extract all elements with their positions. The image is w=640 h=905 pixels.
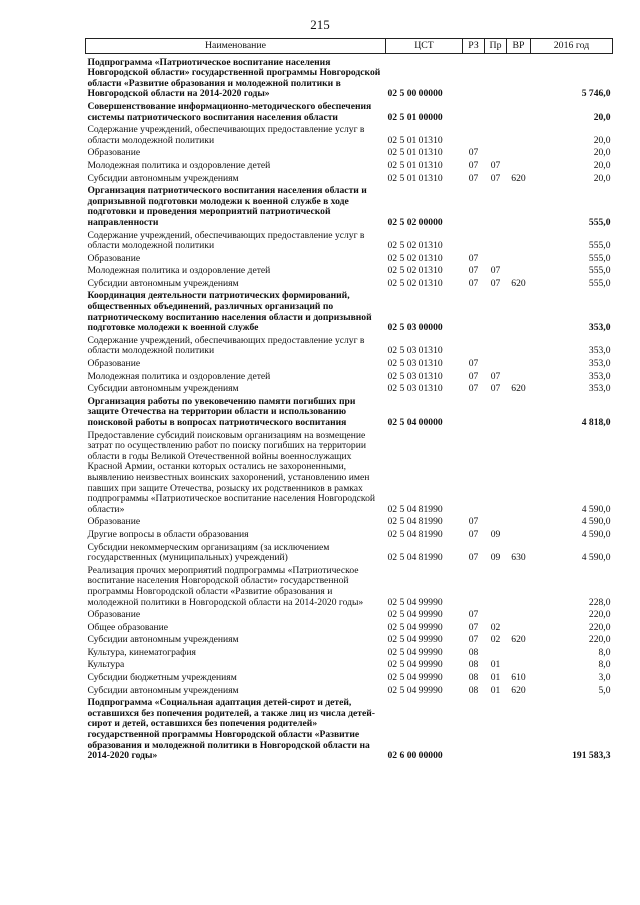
table-row: [86, 185, 613, 229]
rz-cell: [463, 230, 485, 253]
name-cell: Другие вопросы в области образования: [87, 528, 249, 540]
column-header-vr: ВР: [507, 39, 531, 54]
amount-cell: 555,0: [588, 252, 611, 264]
table-header-row: [86, 39, 613, 54]
pr-cell: [485, 147, 507, 160]
table-row: [86, 358, 613, 371]
rz-cell: 07: [468, 358, 479, 370]
cst-cell: 02 5 00 00000: [387, 88, 443, 100]
table-row: [86, 278, 613, 291]
table-row: [86, 396, 613, 430]
table-row: [86, 230, 613, 253]
vr-cell: [507, 290, 531, 334]
pr-cell: 07: [490, 159, 501, 171]
vr-cell: [507, 659, 531, 672]
vr-cell: [507, 697, 531, 763]
amount-cell: 4 590,0: [581, 503, 611, 515]
amount-cell: 5 746,0: [581, 88, 611, 100]
name-cell: Содержание учреждений, обеспечивающих предоставление услуг в области молодежной политики: [87, 229, 365, 252]
table-row: [86, 335, 613, 358]
cst-cell: 02 5 04 81990: [387, 528, 443, 540]
table-row: [86, 685, 613, 698]
pr-cell: 01: [490, 672, 501, 684]
name-cell: Субсидии автономным учреждениям: [87, 383, 239, 395]
table-row: [86, 647, 613, 660]
amount-cell: 4 818,0: [581, 417, 611, 428]
amount-cell: 3,0: [598, 672, 611, 684]
pr-cell: 09: [490, 528, 501, 540]
vr-cell: [507, 516, 531, 529]
amount-cell: 228,0: [588, 596, 611, 608]
table-row: [86, 147, 613, 160]
amount-cell: 555,0: [588, 265, 611, 277]
rz-cell: 07: [468, 552, 479, 564]
name-cell: Подпрограмма «Социальная адаптация детей-сирот и детей, оставшихся без попечения родителей, а также лиц из числа детей-сирот и детей, оставшихся без попечения родителей» государственной программы Новгородской области «Развитие образования и молодежной политики в Новгородской области на 2014-2020 годы»: [87, 697, 375, 762]
pr-cell: [485, 396, 507, 430]
pr-cell: [485, 609, 507, 622]
pr-cell: 09: [490, 552, 501, 564]
table-row: [86, 529, 613, 542]
cst-cell: 02 5 01 00000: [387, 111, 443, 123]
name-cell: Молодежная политика и оздоровление детей: [87, 370, 271, 382]
pr-cell: 07: [490, 277, 501, 289]
rz-cell: 08: [468, 684, 479, 696]
budget-table: [85, 38, 613, 763]
amount-cell: 353,0: [588, 345, 611, 357]
amount-cell: 20,0: [593, 159, 611, 171]
table-row: [86, 430, 613, 517]
name-cell: Образование: [87, 609, 141, 621]
pr-cell: [485, 647, 507, 660]
pr-cell: 02: [490, 634, 501, 646]
vr-cell: [507, 265, 531, 278]
name-cell: Содержание учреждений, обеспечивающих предоставление услуг в области молодежной политики: [87, 124, 365, 146]
cst-cell: 02 5 03 01310: [387, 383, 443, 395]
name-cell: Образование: [87, 516, 141, 528]
cst-cell: 02 5 04 99990: [387, 609, 443, 621]
table-body: [86, 53, 613, 763]
rz-cell: 07: [468, 159, 479, 171]
cst-cell: 02 5 02 01310: [387, 252, 443, 264]
cst-cell: 02 5 03 00000: [387, 322, 443, 334]
cst-cell: 02 5 04 99990: [387, 646, 443, 658]
cst-cell: 02 5 04 00000: [387, 417, 443, 428]
table-row: [86, 622, 613, 635]
vr-cell: 620: [511, 277, 526, 289]
vr-cell: [507, 185, 531, 229]
cst-cell: 02 5 04 81990: [387, 552, 443, 564]
amount-cell: 555,0: [588, 240, 611, 252]
table-row: [86, 101, 613, 124]
vr-cell: [507, 609, 531, 622]
vr-cell: [507, 396, 531, 430]
vr-cell: [507, 430, 531, 517]
rz-cell: [463, 290, 485, 334]
name-cell: Реализация прочих мероприятий подпрограммы «Патриотическое воспитание населения Новгородской области» государственной программы Новгородской области «Развитие образования и молодежной политики в Новгородской области на 2014-2020 годы»: [87, 564, 364, 608]
table-row: [86, 371, 613, 384]
rz-cell: 08: [468, 646, 479, 658]
cst-cell: 02 5 02 00000: [387, 216, 443, 228]
amount-cell: 353,0: [588, 370, 611, 382]
table-row: [86, 265, 613, 278]
amount-cell: 4 590,0: [581, 552, 611, 564]
name-cell: Культура, кинематография: [87, 646, 196, 658]
cst-cell: 02 5 03 01310: [387, 370, 443, 382]
rz-cell: [463, 396, 485, 430]
table-row: [86, 672, 613, 685]
column-header-cst: ЦСТ: [386, 39, 463, 54]
rz-cell: 07: [468, 172, 479, 184]
name-cell: Субсидии автономным учреждениям: [87, 634, 239, 646]
pr-cell: [485, 430, 507, 517]
vr-cell: 610: [511, 672, 526, 684]
name-cell: Подпрограмма «Патриотическое воспитание населения Новгородской области» государственной программы Новгородской области «Развитие образования и молодежной политики в Новгородской области на 2014-2020 годы»: [87, 56, 381, 100]
table-row: [86, 565, 613, 609]
amount-cell: 555,0: [588, 277, 611, 289]
pr-cell: [485, 516, 507, 529]
column-header-name: Наименование: [86, 39, 386, 54]
vr-cell: [507, 230, 531, 253]
name-cell: Координация деятельности патриотических формирований, общественных объединений, различных организаций по патриотическому воспитанию населения области и допризывной подготовке молодежи к военной службе: [87, 290, 372, 334]
pr-cell: [485, 565, 507, 609]
name-cell: Организация патриотического воспитания населения области и допризывной подготовки молодежи к военной службе в ходе подготовки и проведения мероприятий патриотической направленности: [87, 185, 367, 228]
amount-cell: 353,0: [588, 322, 611, 334]
cst-cell: 02 5 01 01310: [387, 172, 443, 184]
name-cell: Образование: [87, 252, 141, 264]
table-row: [86, 124, 613, 147]
pr-cell: 07: [490, 370, 501, 382]
cst-cell: 02 5 04 99990: [387, 672, 443, 684]
cst-cell: 02 5 04 99990: [387, 596, 443, 608]
rz-cell: [463, 335, 485, 358]
cst-cell: 02 5 03 01310: [387, 358, 443, 370]
rz-cell: [463, 565, 485, 609]
name-cell: Предоставление субсидий поисковым организациям на возмещение затрат по осуществлению работ по поиску погибших на территории области в годы Великой Отечественной войны военнослужащих Красной Армии, останки которых остались не захороненными, выявлению неизвестных воинских захоронений, установлению имен павших при защите Отечества, розыску их родственников в рамках подпрограммы «Патриотическое воспитание населения Новгородской области»: [87, 429, 376, 515]
amount-cell: 20,0: [593, 111, 611, 123]
vr-cell: [507, 335, 531, 358]
vr-cell: [507, 57, 531, 101]
cst-cell: 02 5 01 01310: [387, 134, 443, 146]
rz-cell: 07: [468, 621, 479, 633]
rz-cell: 07: [468, 277, 479, 289]
pr-cell: 01: [490, 684, 501, 696]
amount-cell: 555,0: [588, 216, 611, 228]
vr-cell: [507, 622, 531, 635]
name-cell: Субсидии некоммерческим организациям (за исключением государственных (муниципальных) учреждений): [87, 541, 330, 564]
vr-cell: [507, 147, 531, 160]
table-row: [86, 516, 613, 529]
amount-cell: 191 583,3: [572, 750, 611, 762]
rz-cell: 07: [468, 252, 479, 264]
column-header-year: 2016 год: [531, 39, 613, 54]
vr-cell: 620: [511, 684, 526, 696]
cst-cell: 02 5 01 01310: [387, 159, 443, 171]
name-cell: Субсидии автономным учреждениям: [87, 684, 239, 696]
pr-cell: 01: [490, 659, 501, 671]
vr-cell: [507, 124, 531, 147]
pr-cell: [485, 57, 507, 101]
rz-cell: [463, 57, 485, 101]
amount-cell: 353,0: [588, 383, 611, 395]
amount-cell: 20,0: [593, 134, 611, 146]
rz-cell: 07: [468, 528, 479, 540]
cst-cell: 02 5 04 99990: [387, 634, 443, 646]
rz-cell: [463, 430, 485, 517]
amount-cell: 8,0: [598, 659, 611, 671]
rz-cell: [463, 101, 485, 124]
pr-cell: [485, 335, 507, 358]
amount-cell: 220,0: [588, 609, 611, 621]
vr-cell: [507, 358, 531, 371]
rz-cell: 08: [468, 659, 479, 671]
amount-cell: 4 590,0: [581, 516, 611, 528]
amount-cell: 8,0: [598, 646, 611, 658]
pr-cell: 07: [490, 172, 501, 184]
rz-cell: 07: [468, 265, 479, 277]
pr-cell: [485, 697, 507, 763]
vr-cell: [507, 647, 531, 660]
vr-cell: [507, 253, 531, 266]
name-cell: Образование: [87, 147, 141, 159]
name-cell: Образование: [87, 358, 141, 370]
cst-cell: 02 5 02 01310: [387, 265, 443, 277]
amount-cell: 4 590,0: [581, 528, 611, 540]
cst-cell: 02 6 00 00000: [387, 750, 443, 762]
name-cell: Субсидии автономным учреждениям: [87, 277, 239, 289]
amount-cell: 5,0: [598, 684, 611, 696]
column-header-rz: РЗ: [463, 39, 485, 54]
rz-cell: 07: [468, 370, 479, 382]
rz-cell: 07: [468, 516, 479, 528]
table-row: [86, 383, 613, 396]
rz-cell: [463, 697, 485, 763]
vr-cell: 620: [511, 634, 526, 646]
name-cell: Совершенствование информационно-методического обеспечения системы патриотического воспитания населения области: [87, 100, 372, 123]
table-row: [86, 253, 613, 266]
pr-cell: 02: [490, 621, 501, 633]
rz-cell: 07: [468, 634, 479, 646]
pr-cell: [485, 230, 507, 253]
pr-cell: [485, 358, 507, 371]
cst-cell: 02 5 04 81990: [387, 503, 443, 515]
name-cell: Субсидии автономным учреждениям: [87, 172, 239, 184]
cst-cell: 02 5 04 99990: [387, 659, 443, 671]
vr-cell: [507, 529, 531, 542]
name-cell: Субсидии бюджетным учреждениям: [87, 672, 237, 684]
name-cell: Организация работы по увековечению памяти погибших при защите Отечества на территории области и использованию поисковой работы в вопросах патриотического воспитания: [87, 395, 356, 428]
table-row: [86, 634, 613, 647]
column-header-pr: Пр: [485, 39, 507, 54]
rz-cell: 07: [468, 383, 479, 395]
table-row: [86, 290, 613, 334]
vr-cell: 620: [511, 172, 526, 184]
table-row: [86, 697, 613, 763]
rz-cell: 07: [468, 609, 479, 621]
name-cell: Молодежная политика и оздоровление детей: [87, 265, 271, 277]
vr-cell: 630: [511, 552, 526, 564]
pr-cell: [485, 101, 507, 124]
table-row: [86, 173, 613, 186]
vr-cell: 620: [511, 383, 526, 395]
table-row: [86, 542, 613, 565]
vr-cell: [507, 565, 531, 609]
amount-cell: 20,0: [593, 172, 611, 184]
cst-cell: 02 5 04 81990: [387, 516, 443, 528]
pr-cell: [485, 124, 507, 147]
name-cell: Молодежная политика и оздоровление детей: [87, 159, 271, 171]
amount-cell: 20,0: [593, 147, 611, 159]
pr-cell: [485, 253, 507, 266]
name-cell: Общее образование: [87, 621, 169, 633]
pr-cell: 07: [490, 265, 501, 277]
vr-cell: [507, 371, 531, 384]
pr-cell: [485, 185, 507, 229]
cst-cell: 02 5 03 01310: [387, 345, 443, 357]
pr-cell: [485, 290, 507, 334]
name-cell: Содержание учреждений, обеспечивающих предоставление услуг в области молодежной политики: [87, 334, 365, 357]
cst-cell: 02 5 02 01310: [387, 277, 443, 289]
rz-cell: [463, 124, 485, 147]
table-row: [86, 160, 613, 173]
cst-cell: 02 5 04 99990: [387, 684, 443, 696]
name-cell: Культура: [87, 659, 125, 671]
rz-cell: 07: [468, 147, 479, 159]
table-row: [86, 57, 613, 101]
cst-cell: 02 5 04 99990: [387, 621, 443, 633]
cst-cell: 02 5 02 01310: [387, 240, 443, 252]
rz-cell: 08: [468, 672, 479, 684]
table-row: [86, 659, 613, 672]
amount-cell: 220,0: [588, 634, 611, 646]
amount-cell: 220,0: [588, 621, 611, 633]
amount-cell: 353,0: [588, 358, 611, 370]
page-number: 215: [310, 17, 330, 32]
rz-cell: [463, 185, 485, 229]
vr-cell: [507, 160, 531, 173]
cst-cell: 02 5 01 01310: [387, 147, 443, 159]
vr-cell: [507, 101, 531, 124]
table-row: [86, 609, 613, 622]
pr-cell: 07: [490, 383, 501, 395]
